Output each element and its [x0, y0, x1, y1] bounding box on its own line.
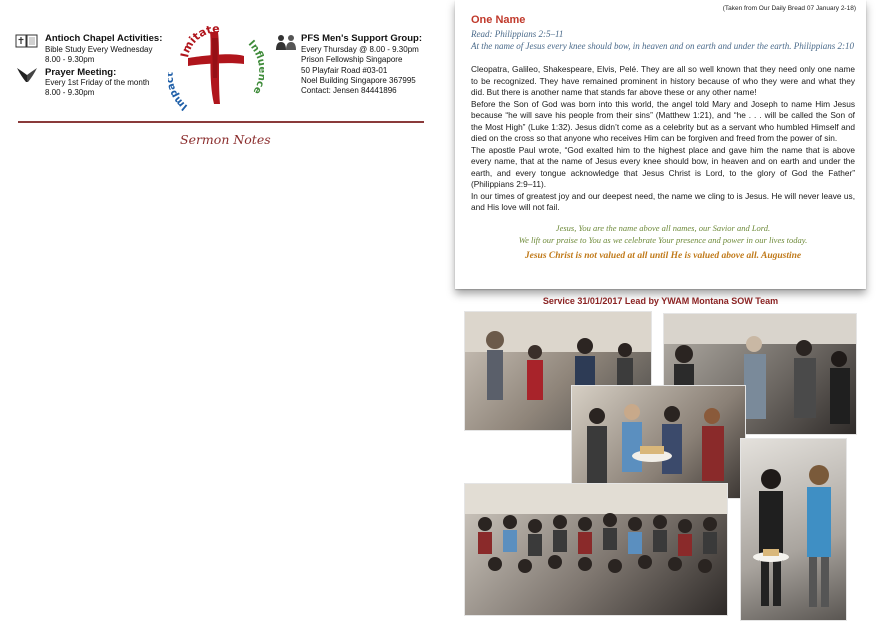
bible-study-icon [15, 33, 39, 54]
men-group-icon [275, 34, 297, 55]
logo-word-impact: Imp [168, 87, 190, 113]
praying-hands-icon [15, 66, 39, 89]
imitate-influence-impact-logo [168, 18, 264, 114]
article-paragraph: Cleopatra, Galileo, Shakespeare, Elvis, Pelé. They are all so well known that they need only one name to be recognized. They have remained prominent in history because of who they were and what they did. But there is another name that stands far above these or any other name! [471, 64, 855, 97]
prayer-line: We lift our praise to You as we celebrate Your presence and power in our lives today. [518, 234, 808, 245]
section-divider [18, 121, 424, 123]
pfs-group-title: PFS Men's Support Group: [301, 33, 423, 44]
pfs-group-contact: Contact: Jensen 84441896 [301, 86, 397, 95]
article-body [471, 64, 855, 214]
devotional-panel [455, 0, 866, 289]
svg-text:Influence [246, 39, 264, 96]
antioch-activities-time: 8.00 - 9.30pm [45, 55, 95, 64]
scripture-reading: Read: Philippians 2:5–11 [471, 29, 564, 39]
pfs-group-line: 50 Playfair Road #03-01 [301, 66, 388, 75]
logo-word-imitate: Imitate [178, 22, 220, 59]
prayer-meeting-time: 8.00 - 9.30pm [45, 88, 95, 97]
antioch-activities-title: Antioch Chapel Activities: [45, 33, 163, 44]
svg-text:Impact [168, 72, 190, 113]
photo-cake-celebration [571, 385, 746, 499]
pfs-group-line: Prison Fellowship Singapore [301, 55, 403, 64]
article-title: One Name [471, 14, 526, 26]
antioch-activities-detail: Bible Study Every Wednesday [45, 45, 153, 54]
sermon-notes-heading: Sermon Notes [180, 132, 271, 147]
prayer-line: Jesus, You are the name above all names, our Savior and Lord. [555, 223, 771, 233]
prayer-meeting-detail: Every 1st Friday of the month [45, 78, 150, 87]
photo-cake-cutting [740, 438, 847, 621]
article-paragraph: The apostle Paul wrote, “God exalted him to the highest place and gave him the name that is above every name, that at the name of Jesus every knee should bow, in heaven and on earth and under the earth, and every tongue acknowledge that Jesus Christ is Lord, to the glory of God the Father” (Philippians 2:9–11). [471, 144, 855, 189]
article-source: (Taken from Our Daily Bread 07 January 2-18) [722, 5, 856, 12]
key-verse: At the name of Jesus every knee should bow, in heaven and on earth and under the earth. Philippians 2:10 [471, 41, 855, 51]
photo-caption: Service 31/01/2017 Lead by YWAM Montana SOW Team [542, 296, 779, 306]
closing-prayer [471, 223, 855, 246]
closing-quote: Jesus Christ is not valued at all until He is valued above all. Augustine [524, 251, 802, 261]
photo-group-portrait [464, 483, 728, 616]
pfs-group-line: Every Thursday @ 8.00 - 9.30pm [301, 45, 419, 54]
article-paragraph: In our times of greatest joy and our deepest need, the name we cling to is Jesus. He will never leave us, and His love will not fail. [471, 190, 855, 212]
pfs-group-line: Noel Building Singapore 367995 [301, 76, 416, 85]
prayer-meeting-title: Prayer Meeting: [45, 67, 117, 78]
article-paragraph: Before the Son of God was born into this world, the angel told Mary and Joseph to name Him Jesus because “he will save his people from their sins” (Matthew 1:21), and “he . . . will be called the Son of the Most High” (Luke 1:32). Jesus didn’t come as a celebrity but as a servant who humbled Himself and died on the cross so that anyone who receives Him can be forgiven and freed from the power of sin. [471, 98, 855, 143]
logo-word-influence: Influence [245, 38, 264, 96]
